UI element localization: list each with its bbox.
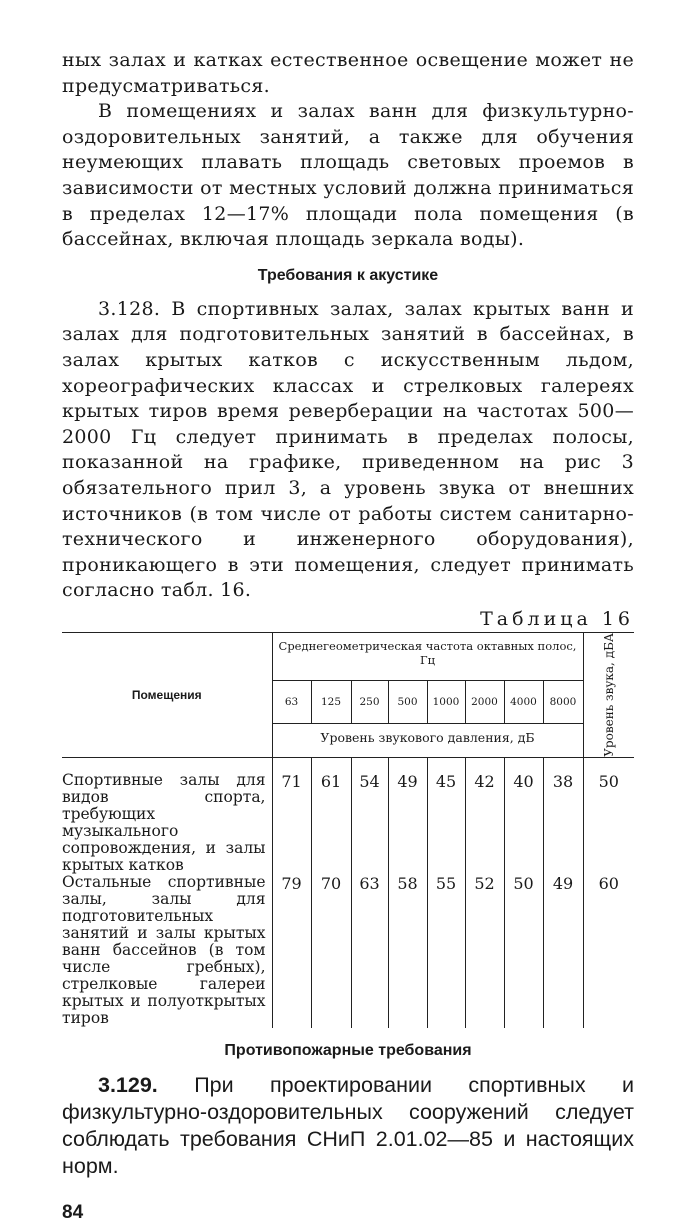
freq-1000: 1000 — [427, 681, 465, 724]
value-4000: 40 — [504, 757, 543, 874]
freq-8000: 8000 — [543, 681, 583, 724]
value-63: 79 — [272, 874, 311, 1028]
value-63: 71 — [272, 757, 311, 874]
table-row — [62, 874, 634, 1028]
page — [62, 48, 634, 1224]
value-125: 70 — [311, 874, 351, 1028]
header-sound-level-text: Уровень звука, дБА — [601, 632, 616, 757]
row-room: Спортивные залы для видов спорта, требующих музыкального сопровождения, и залы крытых катков — [62, 757, 272, 874]
paragraph-lighting: В помещениях и залах ванн для физкультурно-оздоровительных занятий, а также для обучения неумеющих плавать площадь световых проемов в зависимости от местных условий должна приниматься в пределах 12—17% площади пола помещения (в бассейнах, включая площадь зеркала воды). — [62, 100, 634, 251]
value-250: 63 — [351, 874, 388, 1028]
value-2000: 42 — [465, 757, 504, 874]
value-125: 61 — [311, 757, 351, 874]
freq-250: 250 — [351, 681, 388, 724]
header-frequency: Среднегеометрическая частота октавных полос, Гц — [272, 632, 583, 681]
value-8000: 38 — [552, 771, 574, 791]
freq-125: 125 — [311, 681, 351, 724]
freq-2000: 2000 — [465, 681, 504, 724]
heading-fire: Противопожарные требования — [224, 1041, 472, 1059]
value-2000: 52 — [465, 874, 504, 1028]
clause-number: 3.129. — [98, 1072, 158, 1097]
value-4000: 50 — [504, 874, 543, 1028]
paragraph-continuation: ных залах и катках естественное освещение может не предусматриваться. — [62, 49, 634, 97]
table-row — [62, 757, 634, 874]
value-sound: 50 — [583, 757, 634, 874]
value-8000: 49 — [552, 873, 574, 893]
clause-text: В спортивных залах, залах крытых ванн и залах для подготовительных занятий в бассейнах, в залах крытых катков с искусственным льдом, хореографических классах и стрелковых галереях крытых тиров время реверберации на частотах 500—2000 Гц следует принимать в пределах полосы, показанной на графике, приведенном на рис 3 обязательного прил 3, а уровень звука от внешних источников (в том числе от работы систем санитарно-технического и инженерного оборудования), проникающего в эти помещения, следует принимать согласно табл. 16. — [62, 297, 634, 602]
paragraph-3-129 — [62, 1072, 634, 1180]
header-rooms: Помещения — [62, 632, 272, 757]
freq-500: 500 — [388, 681, 427, 724]
value-1000: 55 — [427, 874, 465, 1028]
acoustic-table — [62, 632, 634, 1028]
freq-4000: 4000 — [504, 681, 543, 724]
freq-63: 63 — [272, 681, 311, 724]
row-room: Остальные спортивные залы, залы для подготовительных занятий и залы крытых ванн бассейнов (в том числе гребных), стрелковые галереи крытых и полуоткрытых тиров — [62, 874, 272, 1028]
header-pressure-level: Уровень звукового давления, дБ — [272, 724, 583, 757]
heading-acoustics: Требования к акустике — [257, 266, 439, 284]
value-sound: 60 — [583, 874, 634, 1028]
table-caption: Таблица 16 — [480, 607, 634, 630]
value-500: 58 — [388, 874, 427, 1028]
header-sound-level — [583, 632, 634, 757]
value-500: 49 — [388, 757, 427, 874]
value-250: 54 — [351, 757, 388, 874]
clause-number: 3.128. — [98, 297, 161, 320]
page-number: 84 — [62, 1201, 84, 1223]
value-1000: 45 — [427, 757, 465, 874]
clause-text: При проектировании спортивных и физкультурно-оздоровительных сооружений следует соблюдать требования СНиП 2.01.02—85 и настоящих норм. — [62, 1072, 634, 1178]
paragraph-3-128 — [62, 297, 634, 604]
